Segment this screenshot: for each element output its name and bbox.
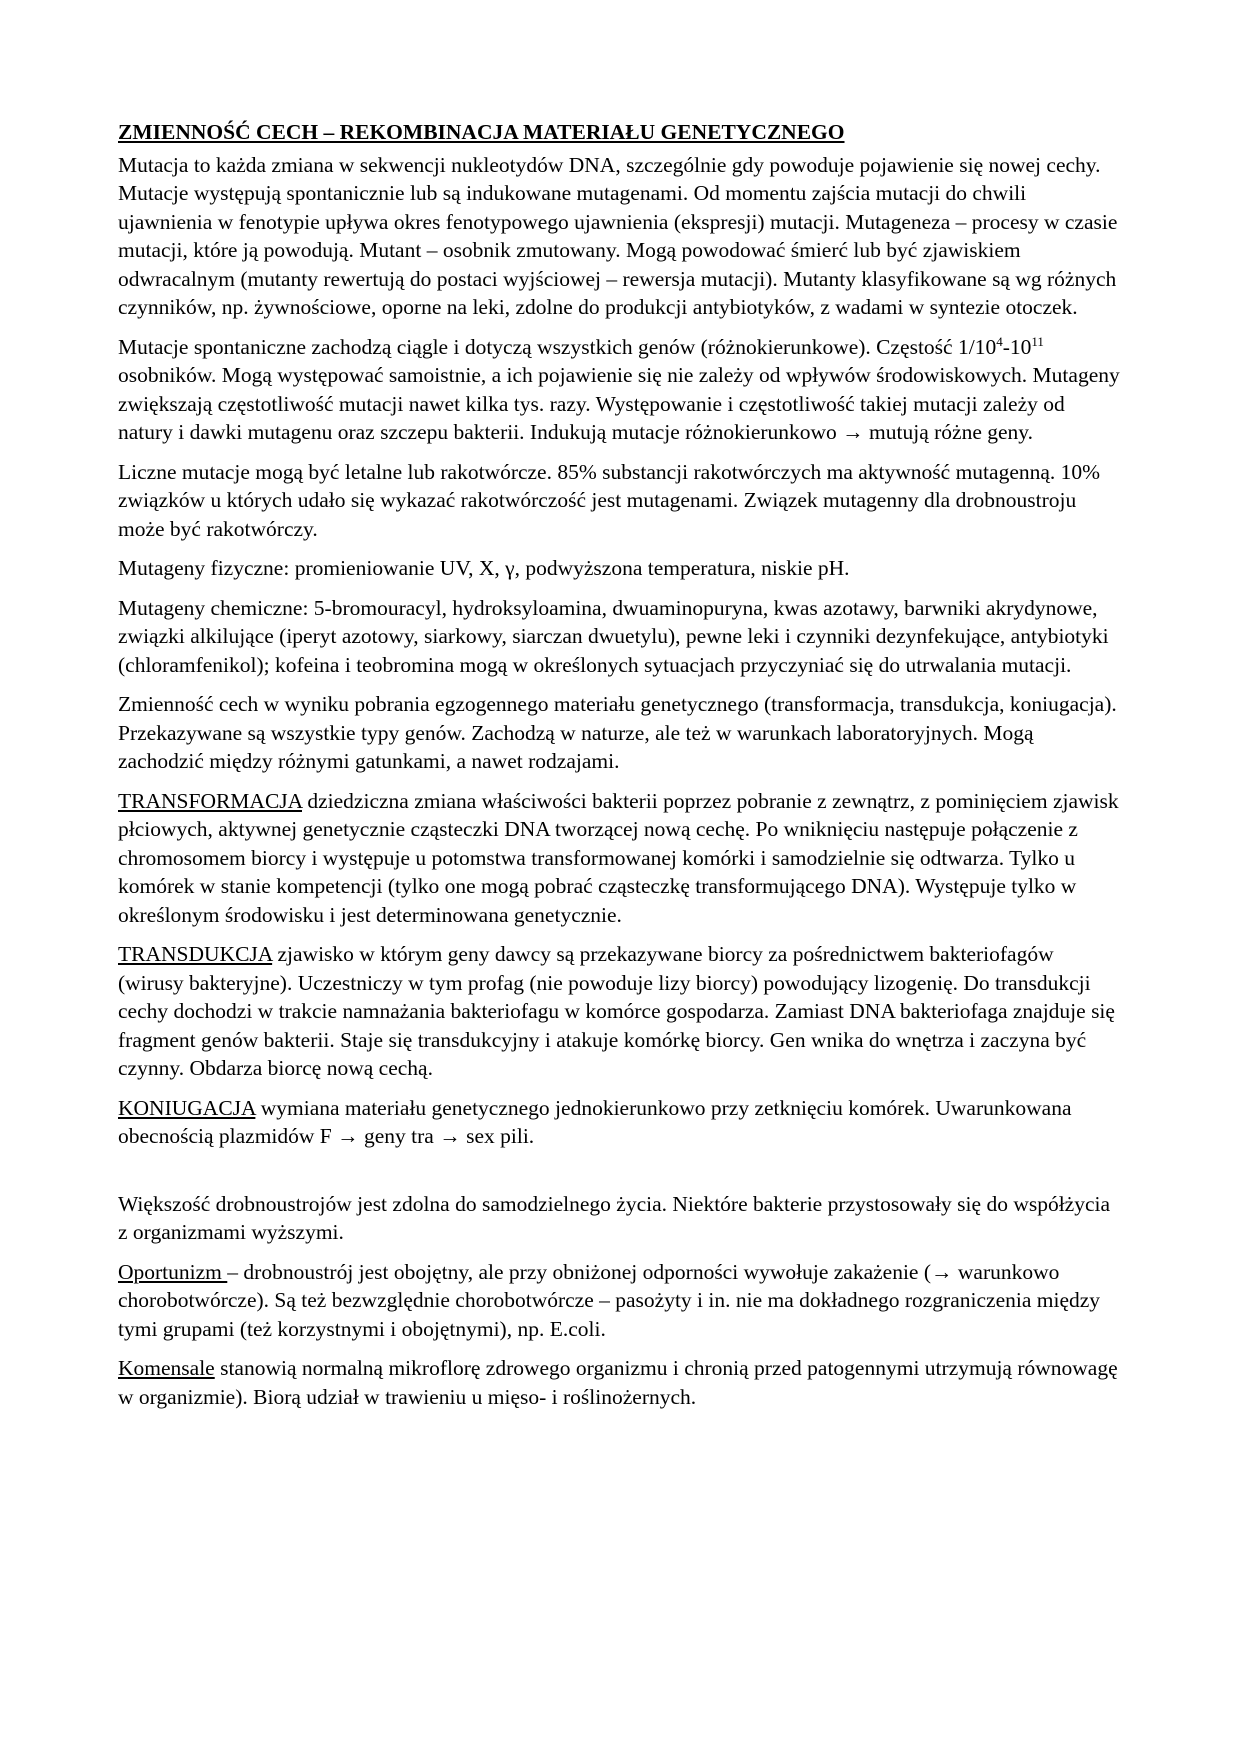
- paragraph-transduction: [118, 940, 1123, 1083]
- term-commensals: Komensale: [118, 1356, 215, 1380]
- paragraph-microorganisms: Większość drobnoustrojów jest zdolna do samodzielnego życia. Niektóre bakterie przystosowały się do współżycia z organizmami wyższymi.: [118, 1191, 1111, 1244]
- paragraph-conjugation: [118, 1094, 1123, 1151]
- paragraph-spontaneous-mutations: [118, 333, 1123, 447]
- definition-text: wymiana materiału genetycznego jednokierunkowo przy zetknięciu komórek. Uwarunkowana obecnością plazmidów F → geny tra → sex pili.: [118, 1095, 1072, 1148]
- paragraph-physical-mutagens: Mutageny fizyczne: promieniowanie UV, X, γ, podwyższona temperatura, niskie pH.: [118, 556, 850, 580]
- paragraph-mutation-definition: Mutacja to każda zmiana w sekwencji nukleotydów DNA, szczególnie gdy powoduje pojawienie się nowej cechy. Mutacje występują spontanicznie lub są indukowane mutagenami. Od momentu zajścia mutacji do chwili ujawnienia w fenotypie upływa okres fenotypowego ujawnienia (ekspresji) mutacji. Mutageneza – procesy w czasie mutacji, które ją powodują. Mutant – osobnik zmutowany. Mogą powodować śmierć lub być zjawiskiem odwracalnym (mutanty rewertują do postaci wyjściowej – rewersja mutacji). Mutanty klasyfikowane są wg różnych czynników, np. żywnościowe, oporne na leki, zdolne do produkcji antybiotyków, z wadami w syntezie otoczek.: [118, 152, 1118, 319]
- definition-text: stanowią normalną mikroflorę zdrowego organizmu i chronią przed patogennymi utrzymują równowagę w organizmie). Biorą udział w trawieniu u mięso- i roślinożernych.: [118, 1356, 1118, 1409]
- text-segment: osobników. Mogą występować samoistnie, a ich pojawienie się nie zależy od wpływów środowiskowych. Mutageny zwiększają częstotliwość mutacji nawet kilka tys. razy. Występowanie i częstotliwość takiej mutacji zależy od natury i dawki mutagenu oraz szczepu bakterii. Indukują mutacje różnokierunkowo → mutują różne geny.: [118, 363, 1120, 444]
- definition-text: dziedziczna zmiana właściwości bakterii poprzez pobranie z zewnątrz, z pominięciem zjawisk płciowych, aktywnej genetycznie cząsteczki DNA tworzącej nową cechę. Po wniknięciu następuje połączenie z chromosomem biorcy i występuje u potomstwa transformowanej komórki i samodzielnie się odtwarza. Tylko u komórek w stanie kompetencji (tylko one mogą pobrać cząsteczkę transformującego DNA). Występuje tylko w określonym środowisku i jest determinowana genetycznie.: [118, 788, 1119, 927]
- term-opportunism: Oportunizm: [118, 1259, 228, 1284]
- document-title: ZMIENNOŚĆ CECH – REKOMBINACJA MATERIAŁU GENETYCZNEGO: [118, 120, 845, 144]
- term-transformation: TRANSFORMACJA: [118, 788, 302, 813]
- paragraph-exogenous-material: Zmienność cech w wyniku pobrania egzogennego materiału genetycznego (transformacja, transdukcja, koniugacja). Przekazywane są wszystkie typy genów. Zachodzą w naturze, ale też w warunkach laboratoryjnych. Mogą zachodzić między różnymi gatunkami, a nawet rodzajami.: [118, 692, 1117, 773]
- definition-text: zjawisko w którym geny dawcy są przekazywane biorcy za pośrednictwem bakteriofagów (wirusy bakteryjne). Uczestniczy w tym profag (nie powoduje lizy biorcy) powodujący lizogenię. Do transdukcji cechy dochodzi w trakcie namnażania bakteriofagu w komórce gospodarza. Zamiast DNA bakteriofaga znajduje się fragment genów bakterii. Staje się transdukcyjny i atakuje komórkę biorcy. Gen wnika do wnętrza i zaczyna być czynny. Obdarza biorcę nową cechą.: [118, 942, 1115, 1080]
- document-body: [118, 118, 1123, 1422]
- blank-line: [118, 1162, 1123, 1190]
- paragraph-chemical-mutagens: Mutageny chemiczne: 5-bromouracyl, hydroksyloamina, dwuaminopuryna, kwas azotawy, barwniki akrydynowe, związki alkilujące (iperyt azotowy, siarkowy, siarczan dwuetylu), pewne leki i czynniki dezynfekujące, antybiotyki (chloramfenikol); kofeina i teobromina mogą w określonych sytuacjach przyczyniać się do utrwalania mutacji.: [118, 595, 1109, 677]
- paragraph-lethal-mutations: Liczne mutacje mogą być letalne lub rakotwórcze. 85% substancji rakotwórczych ma aktywność mutagenną. 10% związków u których udało się wykazać rakotwórczość jest mutagenami. Związek mutagenny dla drobnoustroju może być rakotwórczy.: [118, 459, 1101, 541]
- paragraph-transformation: [118, 787, 1123, 930]
- definition-text: – drobnoustrój jest obojętny, ale przy obniżonej odporności wywołuje zakażenie (→ warunkowo chorobotwórcze). Są też bezwzględnie chorobotwórcze – pasożyty i in. nie ma dokładnego rozgraniczenia między tymi grupami (też korzystnymi i obojętnymi), np. E.coli.: [118, 1259, 1101, 1341]
- text-segment: -10: [1002, 334, 1032, 359]
- paragraph-opportunism: [118, 1258, 1123, 1344]
- superscript: 4: [996, 333, 1003, 349]
- text-segment: Mutacje spontaniczne zachodzą ciągle i dotyczą wszystkich genów (różnokierunkowe). Częstość 1/10: [118, 334, 997, 359]
- term-conjugation: KONIUGACJA: [118, 1095, 256, 1120]
- paragraph-commensals: [118, 1354, 1123, 1411]
- term-transduction: TRANSDUKCJA: [118, 942, 273, 966]
- superscript: 11: [1031, 333, 1044, 349]
